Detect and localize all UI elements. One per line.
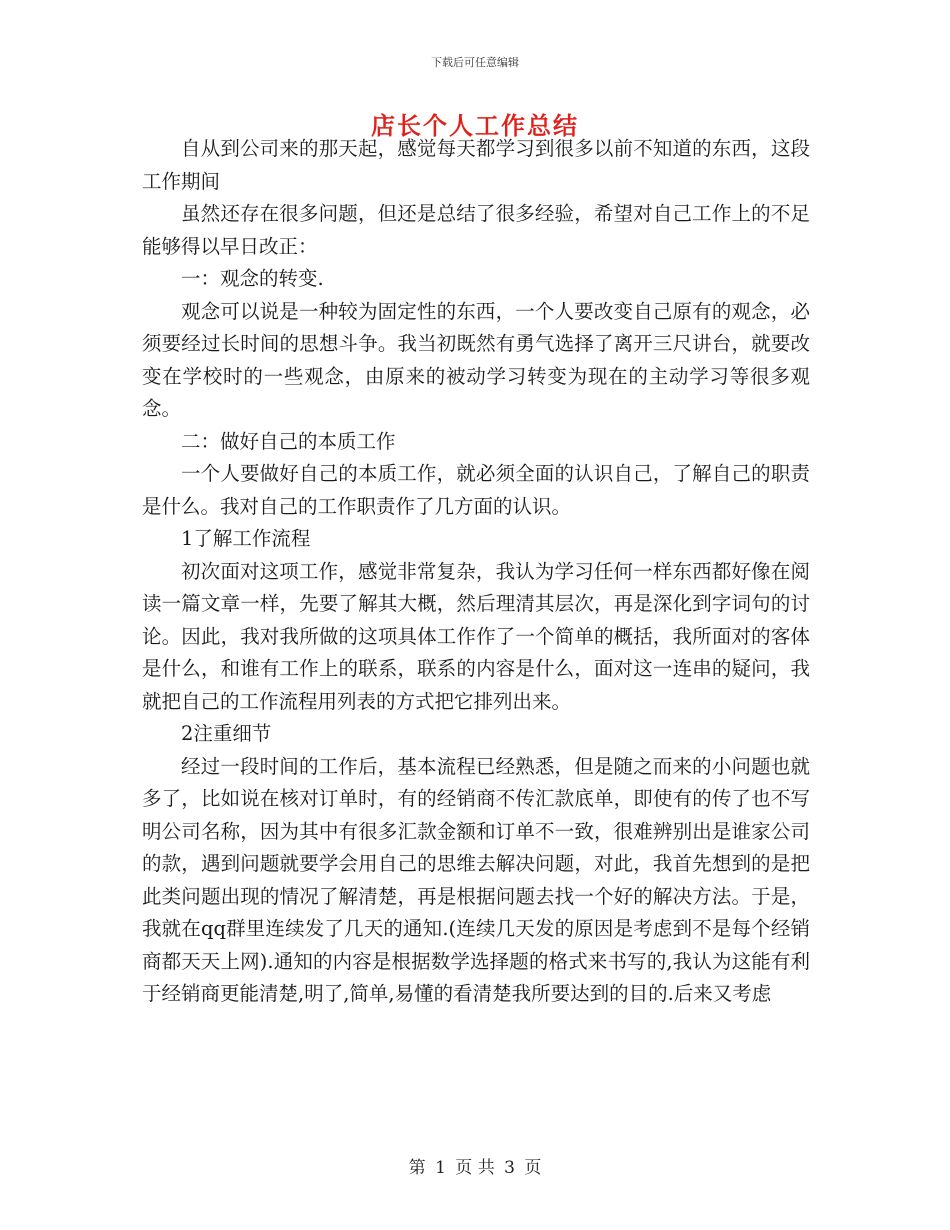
paragraph-5: 初次面对这项工作，感觉非常复杂，我认为学习任何一样东西都好像在阅读一篇文章一样，先要了解其大概，然后理清其层次，再是深化到字词句的讨论。因此，我对我所做的这项具体工作作了一个简单的概括，我所面对的客体是什么，和谁有工作上的联系，联系的内容是什么，面对这一连串的疑问，我就把自己的工作流程用列表的方式把它排列出来。: [142, 559, 810, 713]
footer-middle: 页 共: [455, 1158, 495, 1178]
footer-total-pages: 3: [504, 1158, 515, 1178]
paragraph-3: 观念可以说是一种较为固定性的东西，一个人要改变自己原有的观念，必须要经过长时间的思想斗争。我当初既然有勇气选择了离开三尺讲台，就要改变在学校时的一些观念，由原来的被动学习转变为现在的主动学习等很多观念。: [142, 299, 810, 420]
paragraph-1: 自从到公司来的那天起，感觉每天都学习到很多以前不知道的东西，这段工作期间: [142, 137, 810, 193]
page-number-footer: [0, 1153, 950, 1178]
footer-suffix: 页: [524, 1158, 542, 1178]
subheading-2: 2注重细节: [181, 722, 272, 745]
subheading-1: 1了解工作流程: [181, 527, 311, 550]
paragraph-6: 经过一段时间的工作后，基本流程已经熟悉，但是随之而来的小问题也就多了，比如说在核对订单时，有的经销商不传汇款底单，即使有的传了也不写明公司名称，因为其中有很多汇款金额和订单不一致，很难辨别出是谁家公司的款，遇到问题就要学会用自己的思维去解决问题，对此，我首先想到的是把此类问题出现的情况了解清楚，再是根据问题去找一个好的解决方法。于是，我就在qq群里连续发了几天的通知.(连续几天发的原因是考虑到不是每个经销商都天天上网).通知的内容是根据数学选择题的格式来书写的,我认为这能有利于经销商更能清楚,明了,简单,易懂的看清楚我所要达到的目的.后来又考虑: [142, 754, 810, 1005]
document-body: [142, 133, 810, 1011]
document-title: 店长个人工作总结: [371, 111, 579, 140]
paragraph-4: 一个人要做好自己的本质工作，就必须全面的认识自己，了解自己的职责是什么。我对自己的工作职责作了几方面的认识。: [142, 462, 810, 518]
page-header-note: 下载后可任意编辑: [431, 56, 519, 69]
footer-prefix: 第: [408, 1158, 426, 1178]
section-heading-2: 二：做好自己的本质工作: [181, 429, 396, 453]
section-heading-1: 一：观念的转变.: [181, 267, 324, 290]
paragraph-2: 虽然还存在很多问题，但还是总结了很多经验，希望对自己工作上的不足能够得以早日改正：: [142, 202, 810, 258]
footer-current-page: 1: [435, 1158, 446, 1178]
